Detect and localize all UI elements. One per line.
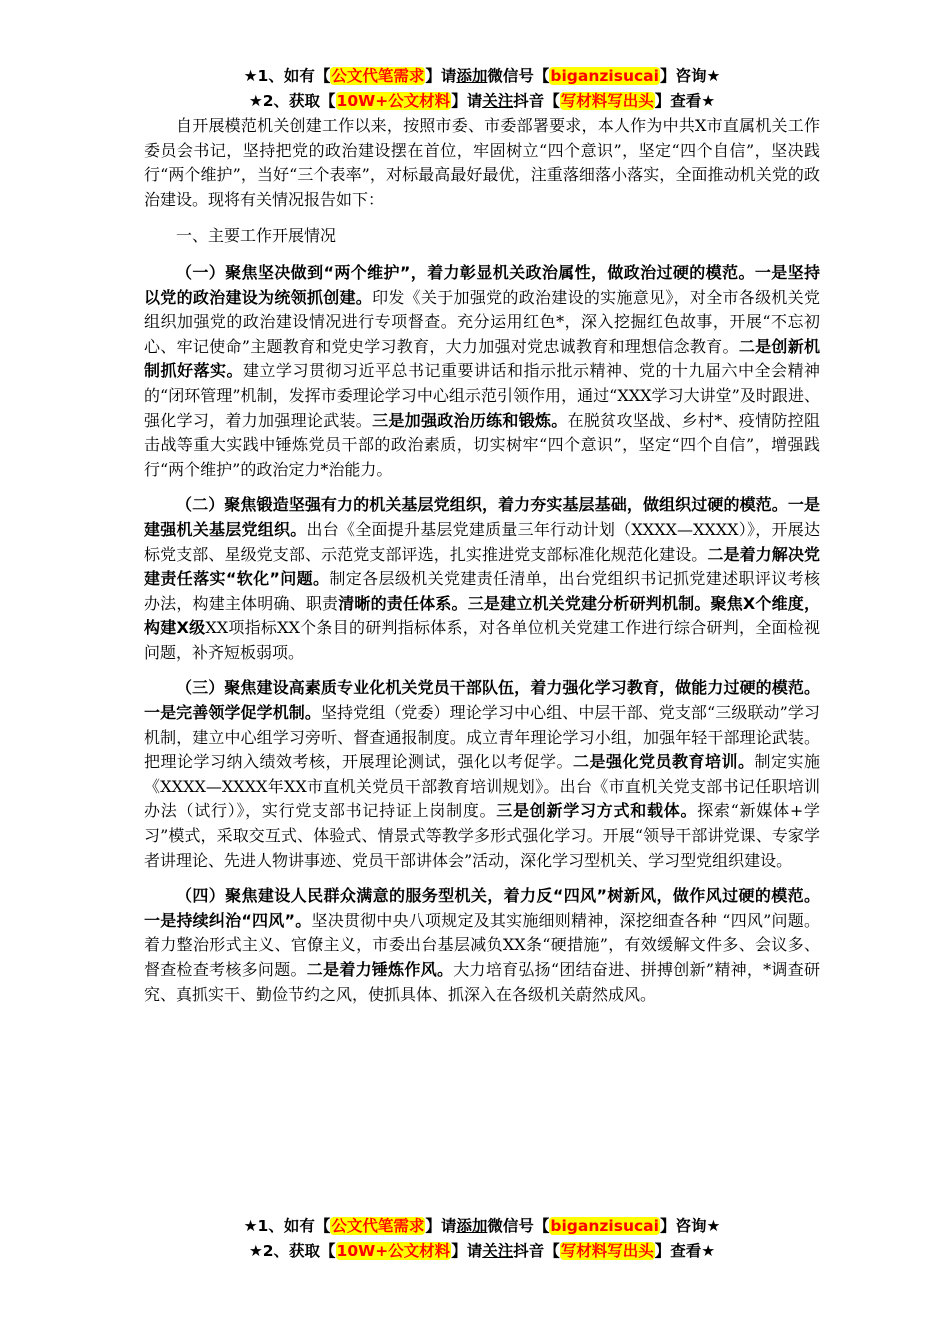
- bold-text: （四）聚焦建设人民群众满意的服务型机关，着力反“四风”树新风，做作风过硬的模范。一是持续纠治“四风”。: [144, 886, 820, 930]
- highlight-douyin-id: 写材料写出头: [560, 92, 654, 110]
- bold-text: 二是着力解决党建责任落实“软化”问题。: [144, 544, 820, 589]
- section-heading: 一、主要工作开展情况: [176, 226, 337, 246]
- section-2-paragraph: [144, 493, 820, 665]
- promo-underlined: 关注: [482, 1242, 514, 1260]
- body-text: 出台《全面提升基层党建质量三年行动计划（XXXX—XXXX）》，开展达标党支部、星级党支部、示范党支部评选，扎实推进党支部标准化规范化建设。: [144, 519, 820, 564]
- promo-text: 1、如有【: [257, 67, 331, 85]
- star-icon: ★: [248, 1242, 263, 1260]
- body-text: 建立学习贯彻习近平总书记重要讲话和指示批示精神、党的十九届六中全会精神的“闭环管理”机制，发挥市委理论学习中心组示范引领作用，通过“XXX学习大讲堂”及时跟进、强化学习，着力加强理论武装。: [144, 361, 820, 430]
- promo-text: 】请: [425, 1217, 457, 1235]
- promo-text: 2、获取【: [262, 1242, 336, 1260]
- star-icon: ★: [243, 1217, 258, 1235]
- promo-text: 】咨询★: [659, 67, 721, 85]
- promo-footer: [144, 1214, 820, 1264]
- bold-text: 清晰的责任体系。三是建立机关党建分析研判机制。聚焦X个维度，构建X级: [144, 593, 820, 638]
- body-text: 印发《关于加强党的政治建设的实施意见》，对全市各级机关党组织加强党的政治建设情况进行专项督查。充分运用红色*，深入挖掘红色故事，开展“不忘初心、牢记使命”主题教育和党史学习教育，大力加强对党忠诚教育和理想信念教育。: [144, 287, 820, 356]
- bold-text: （二）聚焦锻造坚强有力的机关基层党组织，着力夯实基层基础，做组织过硬的模范。一是建强机关基层党组织。: [144, 495, 820, 539]
- body-text: 坚持党组（党委）理论学习中心组、中层干部、党支部“三级联动”学习机制，建立中心组学习旁听、督查通报制度。成立青年理论学习小组，加强年轻干部理论武装。把理论学习纳入绩效考核，开展理论测试，强化以考促学。: [144, 703, 820, 772]
- highlight-materials: 10W+公文材料: [336, 1242, 451, 1260]
- highlight-douyin-id: 写材料写出头: [560, 1242, 654, 1260]
- promo-text: 抖音【: [513, 1242, 560, 1260]
- highlight-service: 公文代笔需求: [331, 67, 425, 85]
- promo-text: 】查看★: [654, 92, 716, 110]
- intro-paragraph: 自开展模范机关创建工作以来，按照市委、市委部署要求，本人作为中共X市直属机关工作委员会书记，坚持把党的政治建设摆在首位，牢固树立“四个意识”，坚定“四个自信”，坚决践行“两个维护”，当好“三个表率”，对标最高最好最优，注重落细落小落实，全面推动机关党的政治建设。现将有关情况报告如下：: [144, 116, 820, 209]
- promo-line-2-footer: [144, 1239, 820, 1264]
- section-1-paragraph: [144, 261, 820, 482]
- promo-underlined: 添加: [456, 1217, 488, 1235]
- section-4-paragraph: [144, 884, 820, 1007]
- promo-text: 】咨询★: [659, 1217, 721, 1235]
- promo-underlined: 关注: [482, 92, 514, 110]
- promo-underlined: 添加: [456, 67, 488, 85]
- promo-text: 微信号【: [487, 1217, 550, 1235]
- bold-text: 二是着力锤炼作风。: [306, 960, 454, 979]
- promo-text: 微信号【: [487, 67, 550, 85]
- star-icon: ★: [248, 92, 263, 110]
- bold-text: 二是强化党员教育培训。: [572, 752, 755, 772]
- document-page: [144, 64, 820, 1007]
- promo-text: 1、如有【: [257, 1217, 331, 1235]
- promo-line-2: [144, 89, 820, 114]
- promo-text: 】请: [451, 1242, 483, 1260]
- promo-text: 2、获取【: [262, 92, 336, 110]
- highlight-wechat-id: biganzisucai: [550, 1217, 659, 1235]
- body-text: 在脱贫攻坚战、乡村*、疫情防控阻击战等重大实践中锤炼党员干部的政治素质，切实树牢“四个意识”，坚定“四个自信”，增强践行“两个维护”的政治定力*治能力。: [144, 410, 820, 479]
- promo-line-1: [144, 64, 820, 89]
- body-text: XX项指标XX个条目的研判指标体系，对各单位机关党建工作进行综合研判，全面检视问题，补齐短板弱项。: [144, 618, 820, 662]
- highlight-materials: 10W+公文材料: [336, 92, 451, 110]
- bold-text: 三是创新学习方式和载体。: [496, 801, 698, 821]
- promo-text: 】查看★: [654, 1242, 716, 1260]
- bold-text: （三）聚焦建设高素质专业化机关党员干部队伍，着力强化学习教育，做能力过硬的模范。一是完善领学促学机制。: [144, 678, 820, 723]
- bold-text: 二是创新机制抓好落实。: [144, 336, 820, 381]
- body-text: 制定实施《XXXX—XXXX年XX市直机关党员干部教育培训规划》。出台《市直机关党支部书记任职培训办法（试行）》，实行党支部书记持证上岗制度。: [144, 752, 820, 821]
- promo-text: 】请: [425, 67, 457, 85]
- highlight-wechat-id: biganzisucai: [550, 67, 659, 85]
- promo-text: 抖音【: [513, 92, 560, 110]
- section-3-paragraph: [144, 676, 820, 873]
- bold-text: 三是加强政治历练和锻炼。: [372, 410, 568, 430]
- highlight-service: 公文代笔需求: [331, 1217, 425, 1235]
- promo-text: 】请: [451, 92, 483, 110]
- body-text: 坚决贯彻中央八项规定及其实施细则精神，深挖细查各种 “四风”问题。着力整治形式主义、官僚主义，市委出台基层减负XX条“硬措施”，有效缓解文件多、会议多、督查检查考核多问题。: [144, 910, 820, 979]
- body-text: 大力培育弘扬“团结奋进、拼搏创新”精神，*调查研究、真抓实干、勤俭节约之风，使抓具体、抓深入在各级机关蔚然成风。: [144, 960, 820, 1004]
- body-text: 制定各层级机关党建责任清单，出台党组织书记抓党建述职评议考核办法，构建主体明确、职责: [144, 569, 820, 613]
- body-text: 探索“新媒体+学习”模式，采取交互式、体验式、情景式等教学多形式强化学习。开展“领导干部讲党课、专家学者讲理论、先进人物讲事迹、党员干部讲体会”活动，深化学习型机关、学习型党组织建设。: [144, 801, 820, 870]
- star-icon: ★: [243, 67, 258, 85]
- bold-text: （一）聚焦坚决做到“两个维护”，着力彰显机关政治属性，做政治过硬的模范。一是坚持以党的政治建设为统领抓创建。: [144, 262, 820, 307]
- promo-line-1-footer: [144, 1214, 820, 1239]
